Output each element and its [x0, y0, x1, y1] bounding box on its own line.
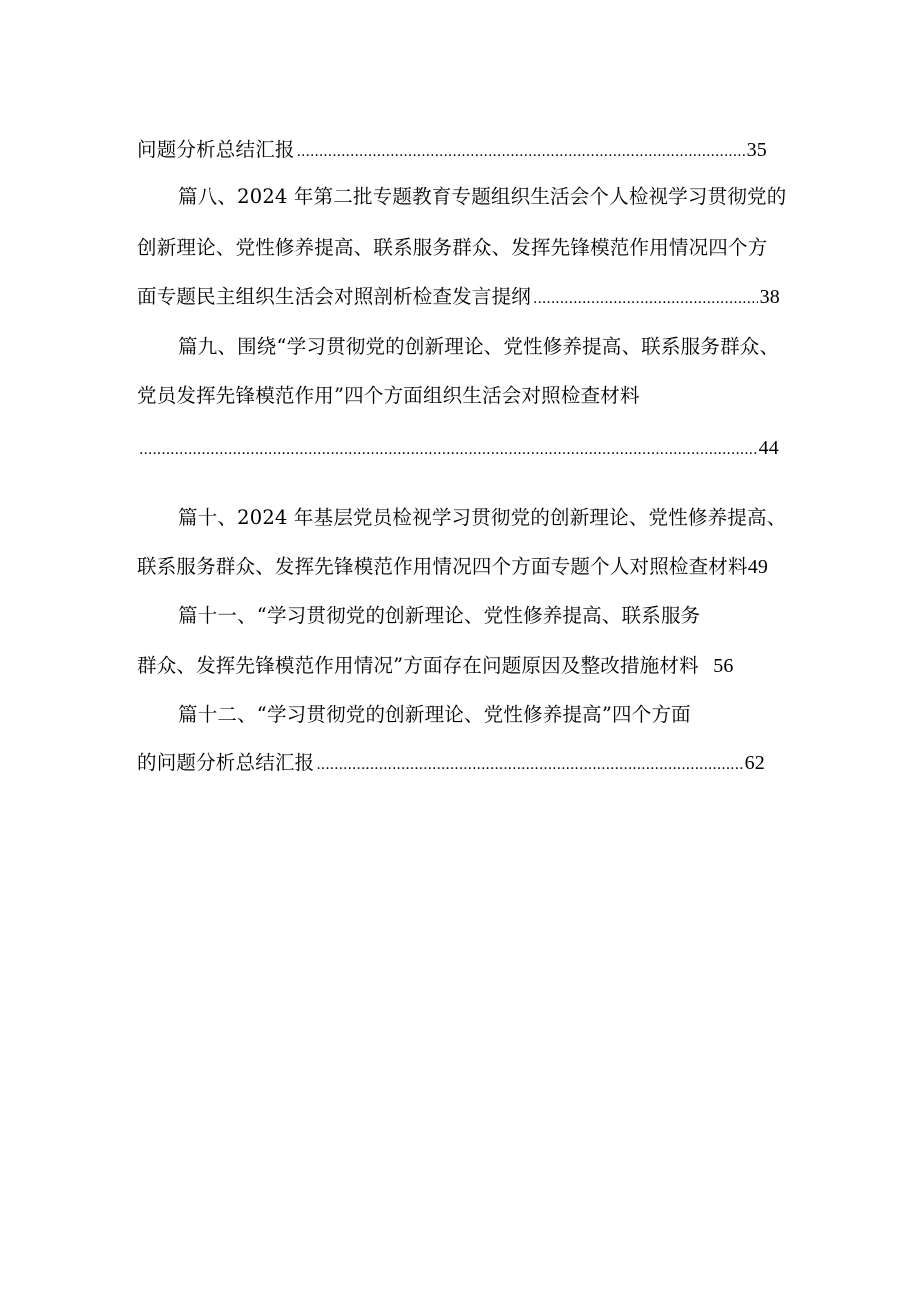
- toc-entry-8-title-end: 面专题民主组织生活会对照剖析检查发言提纲: [137, 285, 532, 308]
- toc-entry-12-page: 62: [744, 752, 765, 774]
- toc-leader-dots: [297, 137, 745, 167]
- toc-entry-11-line2[interactable]: [137, 651, 734, 681]
- toc-leader-dots: [316, 750, 742, 780]
- toc-entry-12-title-end: 的问题分析总结汇报: [137, 751, 315, 774]
- toc-entry-prev[interactable]: [137, 135, 767, 165]
- toc-entry-11-line1[interactable]: 篇十一、“学习贯彻党的创新理论、党性修养提高、联系服务: [178, 604, 701, 627]
- toc-entry-9-page: 44: [758, 437, 779, 459]
- toc-leader-dots: [139, 435, 757, 465]
- toc-entry-8-line3[interactable]: [137, 282, 780, 312]
- toc-entry-8-page: 38: [759, 286, 780, 308]
- toc-entry-10-page: 49: [747, 556, 769, 578]
- toc-entry-prev-title: 问题分析总结汇报: [137, 138, 295, 161]
- toc-entry-8-line2[interactable]: 创新理论、党性修养提高、联系服务群众、发挥先锋模范作用情况四个方: [137, 236, 768, 259]
- toc-entry-12-line2[interactable]: [137, 748, 765, 778]
- toc-entry-10-title-end: 联系服务群众、发挥先锋模范作用情况四个方面专题个人对照检查材料: [137, 555, 748, 578]
- toc-entry-9-leader[interactable]: [137, 433, 779, 463]
- toc-entry-11-title-end: 群众、发挥先锋模范作用情况”方面存在问题原因及整改措施材料: [137, 654, 699, 677]
- toc-entry-9-line2[interactable]: 党员发挥先锋模范作用”四个方面组织生活会对照检查材料: [137, 384, 640, 407]
- toc-entry-8-line1[interactable]: 篇八、2024 年第二批专题教育专题组织生活会个人检视学习贯彻党的: [178, 185, 787, 208]
- toc-entry-10-line2[interactable]: [137, 552, 780, 582]
- toc-entry-10-line1[interactable]: 篇十、2024 年基层党员检视学习贯彻党的创新理论、党性修养提高、: [178, 506, 787, 529]
- toc-entry-9-line1[interactable]: 篇九、围绕“学习贯彻党的创新理论、党性修养提高、联系服务群众、: [178, 335, 780, 358]
- toc-entry-11-page: 56: [713, 655, 734, 677]
- toc-entry-prev-page: 35: [746, 139, 767, 161]
- toc-entry-12-line1[interactable]: 篇十二、“学习贯彻党的创新理论、党性修养提高”四个方面: [178, 703, 691, 726]
- toc-leader-dots: [533, 284, 758, 314]
